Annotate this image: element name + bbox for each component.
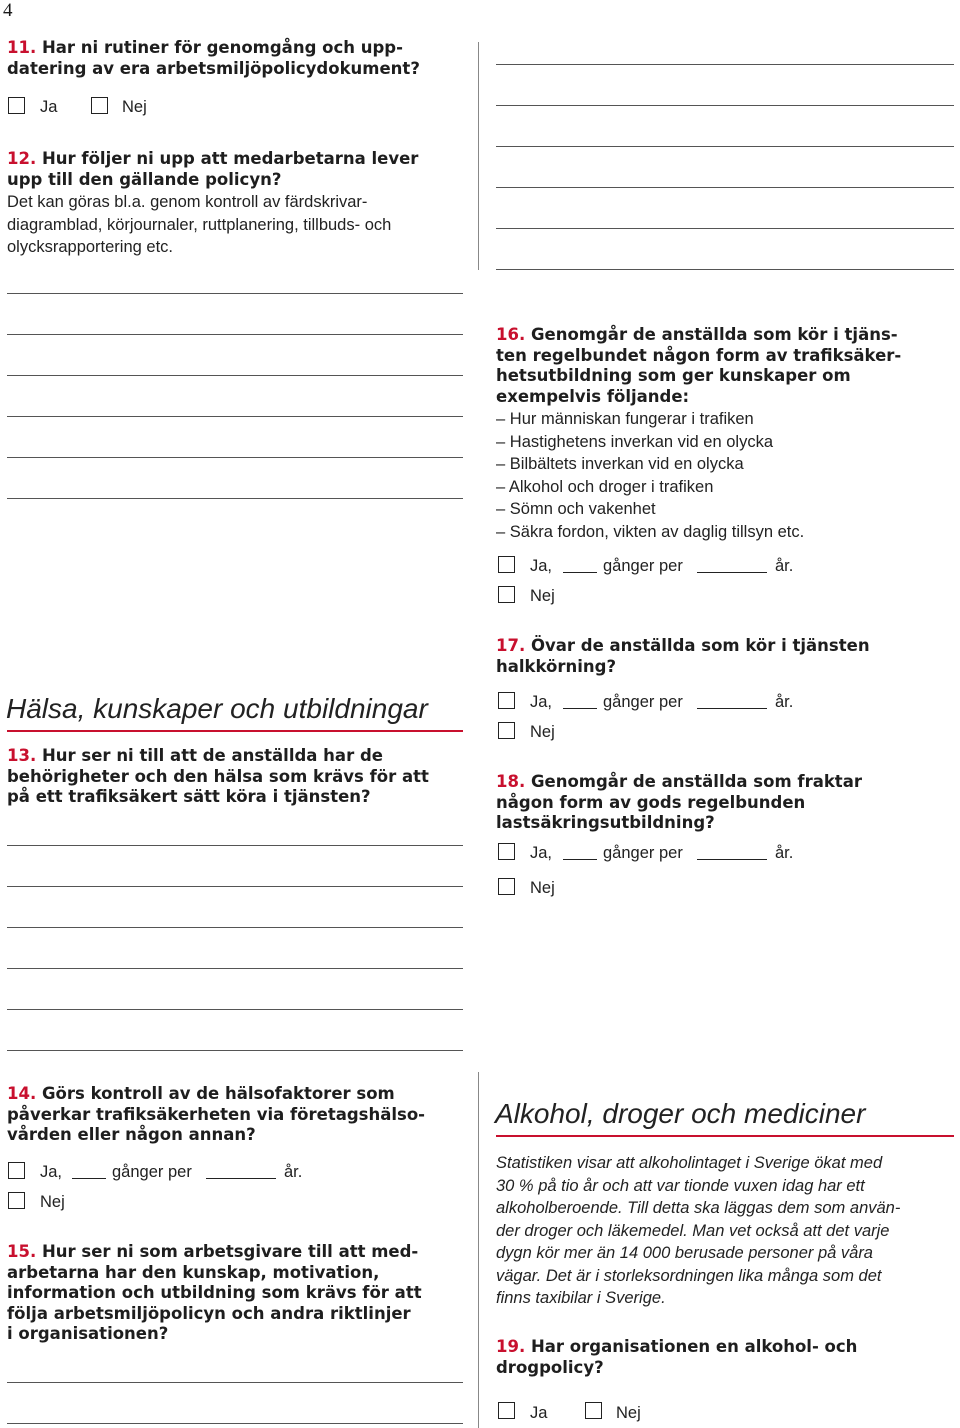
page-number: 4 — [3, 0, 13, 21]
fill-blank-period[interactable] — [697, 708, 767, 709]
checkbox-label: Ja — [40, 98, 58, 116]
fill-blank-period[interactable] — [697, 572, 767, 573]
paragraph-line: der droger och läkemedel. Man vet också att det varje — [496, 1221, 890, 1240]
checkbox-label: gånger per — [112, 1163, 192, 1181]
checkbox-label: Ja — [530, 1404, 548, 1422]
checkbox-q19-no[interactable] — [585, 1402, 602, 1419]
answer-line[interactable] — [7, 845, 463, 846]
checkbox-label: Nej — [616, 1404, 641, 1422]
answer-line[interactable] — [7, 457, 463, 458]
question-12 — [7, 149, 467, 190]
checkbox-q16-no[interactable] — [498, 586, 515, 603]
checkbox-label: år. — [775, 557, 794, 575]
checkbox-label: Nej — [530, 587, 555, 605]
question-text: lastsäkringsutbildning? — [496, 813, 715, 832]
answer-line[interactable] — [496, 269, 954, 270]
answer-line[interactable] — [7, 886, 463, 887]
question-text: Övar de anställda som kör i tjänsten — [530, 636, 870, 655]
question-text: Genomgår de anställda som fraktar — [530, 772, 862, 791]
checkbox-label: Nej — [40, 1193, 65, 1211]
answer-line[interactable] — [496, 187, 954, 188]
checkbox-label: gånger per — [603, 693, 683, 711]
checkbox-q14-no[interactable] — [8, 1192, 25, 1209]
fill-blank-times[interactable] — [72, 1178, 106, 1179]
answer-line[interactable] — [7, 1382, 463, 1383]
checkbox-q17-no[interactable] — [498, 722, 515, 739]
checkbox-q11-no[interactable] — [91, 97, 108, 114]
paragraph-line: vägar. Det är i storleksordningen lika många som det — [496, 1266, 882, 1285]
topic-list — [496, 408, 956, 543]
paragraph-line: 30 % på tio år och att var tionde vuxen idag har ett — [496, 1176, 865, 1195]
question-16 — [496, 325, 956, 407]
question-text: Görs kontroll av de hälsofaktorer som — [41, 1084, 395, 1103]
checkbox-label: Ja, — [530, 844, 553, 862]
question-12-hint — [7, 191, 467, 259]
question-text: på ett trafiksäkert sätt köra i tjänsten? — [7, 787, 371, 806]
paragraph-line: finns taxibilar i Sverige. — [496, 1289, 666, 1307]
checkbox-label: år. — [775, 844, 794, 862]
question-text: ten regelbundet någon form av trafiksäker- — [496, 345, 902, 365]
question-text: följa arbetsmiljöpolicyn och andra riktlinjer — [7, 1303, 411, 1323]
question-number: 16. — [496, 325, 526, 344]
question-number: 14. — [7, 1084, 37, 1103]
section-underline — [7, 730, 463, 732]
question-text: information och utbildning som krävs för att — [7, 1283, 422, 1302]
checkbox-label: år. — [775, 693, 794, 711]
answer-line[interactable] — [7, 334, 463, 335]
answer-line[interactable] — [496, 64, 954, 65]
question-text: Genomgår de anställda som kör i tjäns- — [530, 325, 898, 344]
question-text: hetsutbildning som ger kunskaper om — [496, 366, 851, 385]
question-text: i organisationen? — [7, 1324, 169, 1343]
question-number: 13. — [7, 746, 37, 765]
question-number: 18. — [496, 772, 526, 791]
paragraph-line: alkoholberoende. Till detta ska läggas dem som använ- — [496, 1199, 901, 1217]
question-text: Har ni rutiner för genomgång och upp- — [41, 38, 403, 57]
question-14 — [7, 1084, 472, 1146]
question-13 — [7, 746, 472, 808]
paragraph-line: dygn kör mer än 14 000 berusade personer på våra — [496, 1244, 873, 1262]
column-divider — [478, 42, 479, 270]
hint-line: Det kan göras bl.a. genom kontroll av färdskrivar- — [7, 193, 368, 211]
hint-line: diagramblad, körjournaler, ruttplanering, tillbuds- och — [7, 215, 392, 234]
checkbox-q17-yes[interactable] — [498, 692, 515, 709]
question-text: halkkörning? — [496, 656, 617, 676]
checkbox-label: Ja, — [40, 1163, 63, 1181]
question-19 — [496, 1337, 956, 1378]
question-text: exempelvis följande: — [496, 386, 690, 406]
question-text: drogpolicy? — [496, 1357, 604, 1377]
answer-line[interactable] — [496, 146, 954, 147]
question-text: arbetarna har den kunskap, motivation, — [7, 1262, 380, 1282]
question-17 — [496, 636, 956, 677]
question-18 — [496, 772, 956, 834]
checkbox-label: gånger per — [603, 557, 683, 575]
question-text: Hur ser ni som arbetsgivare till att med- — [41, 1242, 419, 1261]
answer-line[interactable] — [7, 498, 463, 499]
answer-line[interactable] — [496, 228, 954, 229]
question-text: någon form av gods regelbunden — [496, 792, 806, 812]
question-11 — [7, 38, 467, 79]
answer-line[interactable] — [7, 375, 463, 376]
answer-line[interactable] — [7, 1050, 463, 1051]
question-number: 19. — [496, 1337, 526, 1356]
question-number: 15. — [7, 1242, 37, 1261]
question-text: Hur följer ni upp att medarbetarna lever — [41, 149, 419, 168]
answer-line[interactable] — [7, 1009, 463, 1010]
checkbox-q11-yes[interactable] — [8, 97, 25, 114]
list-item: – Bilbältets inverkan vid en olycka — [496, 455, 744, 473]
list-item: – Alkohol och droger i trafiken — [496, 477, 714, 496]
answer-line[interactable] — [7, 1423, 463, 1424]
alcohol-info-text — [496, 1152, 958, 1310]
question-text: behörigheter och den hälsa som krävs för att — [7, 766, 429, 786]
list-item: – Säkra fordon, vikten av daglig tillsyn etc. — [496, 522, 805, 541]
question-15 — [7, 1242, 472, 1345]
question-number: 11. — [7, 38, 37, 57]
hint-line: olycksrapportering etc. — [7, 238, 173, 256]
question-text: Har organisationen en alkohol- och — [530, 1337, 858, 1356]
checkbox-label: Nej — [530, 879, 555, 897]
checkbox-q16-yes[interactable] — [498, 556, 515, 573]
list-item: – Hur människan fungerar i trafiken — [496, 410, 754, 428]
answer-line[interactable] — [7, 293, 463, 294]
question-number: 17. — [496, 636, 526, 655]
fill-blank-times[interactable] — [563, 859, 597, 860]
checkbox-label: Nej — [122, 98, 147, 116]
checkbox-label: Ja, — [530, 693, 553, 711]
checkbox-label: gånger per — [603, 844, 683, 862]
list-item: – Hastighetens inverkan vid en olycka — [496, 432, 774, 451]
question-text: Hur ser ni till att de anställda har de — [41, 746, 383, 765]
section-heading-alcohol: Alkohol, droger och mediciner — [495, 1098, 866, 1129]
answer-line[interactable] — [7, 968, 463, 969]
question-text: vården eller någon annan? — [7, 1125, 256, 1144]
fill-blank-times[interactable] — [563, 708, 597, 709]
checkbox-q19-yes[interactable] — [498, 1402, 515, 1419]
section-heading-health: Hälsa, kunskaper och utbildningar — [6, 693, 428, 724]
fill-blank-period[interactable] — [697, 859, 767, 860]
question-text: datering av era arbetsmiljöpolicydokument? — [7, 58, 420, 78]
question-number: 12. — [7, 149, 37, 168]
checkbox-label: Nej — [530, 723, 555, 741]
checkbox-q14-yes[interactable] — [8, 1162, 25, 1179]
checkbox-q18-yes[interactable] — [498, 843, 515, 860]
checkbox-label: år. — [284, 1163, 303, 1181]
answer-line[interactable] — [7, 927, 463, 928]
answer-line[interactable] — [7, 416, 463, 417]
checkbox-q18-no[interactable] — [498, 878, 515, 895]
answer-line[interactable] — [496, 105, 954, 106]
column-divider — [478, 1072, 479, 1428]
fill-blank-period[interactable] — [206, 1178, 276, 1179]
section-underline — [496, 1135, 954, 1137]
question-text: påverkar trafiksäkerheten via företagshälso- — [7, 1104, 426, 1124]
question-text: upp till den gällande policyn? — [7, 169, 282, 189]
paragraph-line: Statistiken visar att alkoholintaget i Sverige ökat med — [496, 1154, 883, 1172]
checkbox-label: Ja, — [530, 557, 553, 575]
list-item: – Sömn och vakenhet — [496, 500, 656, 518]
fill-blank-times[interactable] — [563, 572, 597, 573]
